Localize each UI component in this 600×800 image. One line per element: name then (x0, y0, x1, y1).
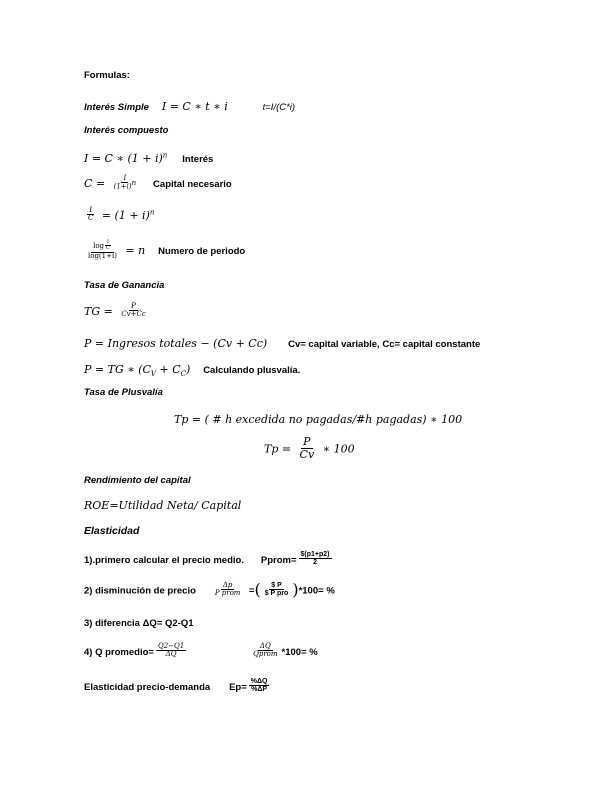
periods-formula-row (84, 240, 245, 260)
elasticity-step-5: Elasticidad precio-demanda Ep= $\frac{\%\Delta Q}{\%\Delta P}$ (84, 677, 268, 694)
surplus-desc: Cv= capital variable, Cc= capital constante (288, 339, 481, 350)
surplus-rate-fraction: $\frac{P}{Cv}$ (299, 435, 315, 461)
elasticity-step-4: 4) Q promedio= $\frac{Q2-Q1}{\Delta Q}$ $\frac{\Delta Q}{\text{Qprom}}$ *100= % (84, 641, 318, 659)
compound-interest-formula: I = C ∗ $(1 + i)^n$ (84, 151, 168, 165)
ratio-fraction: $\frac{I}{C}$ (88, 205, 94, 223)
surplus-formula-row (84, 334, 480, 352)
return-label: Rendimiento del capital (84, 475, 191, 486)
profit-rate-fraction: $\frac{P}{Cv+Cc}$ (121, 301, 146, 319)
simple-interest-row (84, 97, 295, 115)
elasticity-step-2: 2) disminución de precio $\frac{\Delta p}{\text{P prom}}$ =( $\frac{\$ P}{\text{\$ P pro}}$ )*100= % (84, 580, 335, 599)
surplus-rate-formula-1: Tp = ( # h excedida no pagadas/#h pagadas) ∗ 100 (174, 413, 463, 426)
q-average-fraction: $\frac{Q2-Q1}{\Delta Q}$ (157, 641, 185, 659)
periods-fraction: log $\frac{I}{C}$ log(1+i) (88, 239, 117, 260)
price-inner-fraction: $\frac{\$ P}{\text{\$ P pro}}$ (264, 581, 289, 597)
surplus-calc-desc: Calculando plusvalía. (203, 365, 301, 376)
surplus-calc-row (84, 360, 300, 378)
elasticity-step-1: 1).primero calcular el precio medio. Pprom= $\frac{\$(p1+p2)}{2}$ (84, 550, 330, 567)
profit-rate-formula-row (84, 302, 150, 320)
profit-rate-label: Tasa de Ganancia (84, 280, 165, 291)
compound-interest-label: Interés compuesto (84, 125, 169, 136)
time-formula: t=I/(C*i) (262, 102, 296, 113)
price-elasticity-fraction: $\frac{\%\Delta Q}{\%\Delta P}$ (250, 677, 268, 694)
surplus-rate-formula-2: Tp = $\frac{P}{Cv}$ ∗ 100 (264, 435, 355, 461)
simple-interest-formula: I = C ∗ t ∗ i (161, 100, 228, 113)
formulas-heading: Formulas: (84, 70, 130, 81)
periods-desc: Numero de periodo (158, 246, 246, 258)
profit-rate-lhs: TG = (84, 305, 113, 318)
price-change-fraction: $\frac{\Delta p}{\text{P prom}}$ (214, 580, 241, 597)
mean-price-fraction: $\frac{\$(p1+p2)}{2}$ (300, 550, 330, 567)
capital-lhs: C = (84, 177, 106, 190)
capital-fraction: $\frac{I}{(1+i)^n}$ (113, 173, 137, 191)
capital-formula-row (84, 174, 232, 192)
roe-formula: ROE=Utilidad Neta/ Capital (84, 499, 242, 512)
compound-interest-formula-row (84, 149, 213, 167)
compound-interest-desc: Interés (182, 154, 214, 165)
surplus-calc-formula: P = TG ∗ $(C_V + C_C)$ (84, 363, 191, 379)
capital-desc: Capital necesario (153, 179, 232, 190)
periods-rhs: = n (125, 244, 146, 258)
elasticity-label: Elasticidad (84, 525, 140, 537)
ratio-formula-row (84, 206, 154, 224)
elasticity-step-3: 3) diferencia ΔQ= Q2-Q1 (84, 618, 194, 629)
ratio-rhs: = $(1 + i)^n$ (101, 208, 155, 222)
q-percent-fraction: $\frac{\Delta Q}{\text{Qprom}}$ (253, 641, 278, 659)
simple-interest-label: Interés Simple (84, 102, 149, 113)
surplus-formula: P = Ingresos totales − (Cv + Cc) (84, 337, 268, 350)
surplus-rate-label: Tasa de Plusvalía (84, 387, 163, 398)
